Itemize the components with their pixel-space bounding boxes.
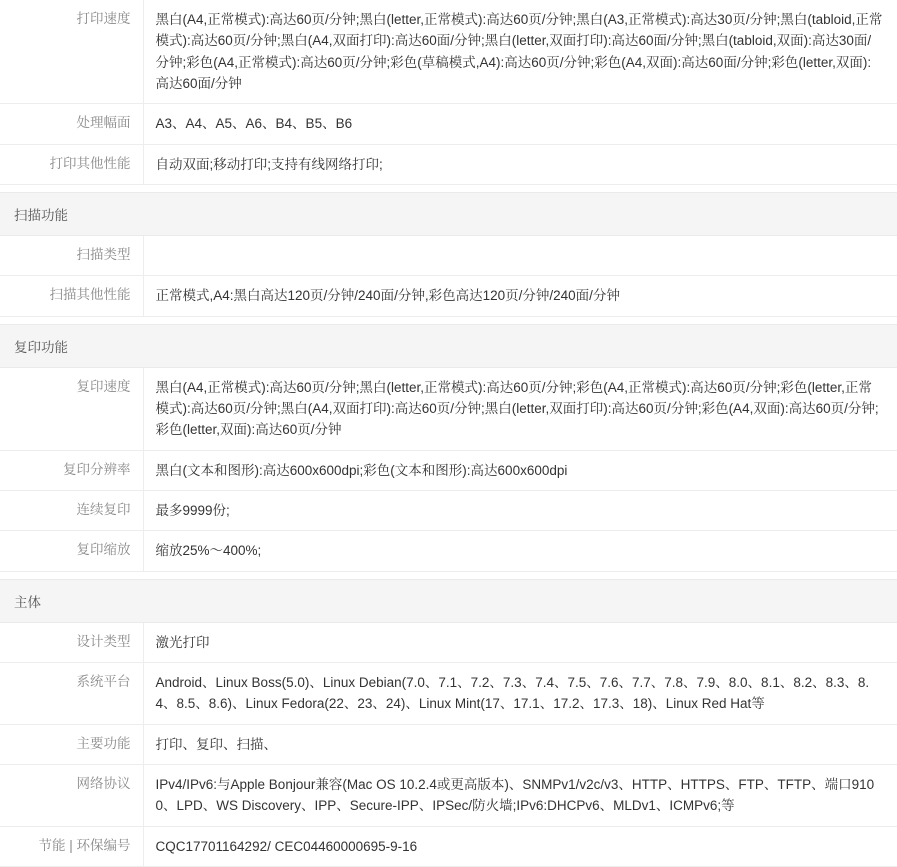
section-header-row — [0, 579, 897, 622]
spec-row — [0, 531, 897, 571]
spec-value: IPv4/IPv6:与Apple Bonjour兼容(Mac OS 10.2.4或更高版本)、SNMPv1/v2c/v3、HTTP、HTTPS、FTP、TFTP、端口9100、LPD、WS Discovery、IPP、Secure-IPP、IPSec/防火墙;IPv6:DHCPv6、MLDv1、ICMPv6;等 — [143, 764, 897, 826]
section-header-row — [0, 324, 897, 367]
spec-label: 复印速度 — [0, 367, 143, 450]
spec-value: 黑白(文本和图形):高达600x600dpi;彩色(文本和图形):高达600x600dpi — [143, 450, 897, 490]
spec-value: 缩放25%～400%; — [143, 531, 897, 571]
spec-label: 复印分辨率 — [0, 450, 143, 490]
spec-row — [0, 724, 897, 764]
spec-label: 网络协议 — [0, 764, 143, 826]
spec-label: 连续复印 — [0, 490, 143, 530]
spec-row — [0, 367, 897, 450]
spec-value: A3、A4、A5、A6、B4、B5、B6 — [143, 104, 897, 144]
spec-row — [0, 104, 897, 144]
section-header-label: 复印功能 — [0, 324, 897, 367]
section-spacer — [0, 316, 897, 324]
spec-value: 黑白(A4,正常模式):高达60页/分钟;黑白(letter,正常模式):高达60页/分钟;彩色(A4,正常模式):高达60页/分钟;彩色(letter,正常模式):高达60页/分钟;黑白(A4,双面打印):高达60页/分钟;黑白(letter,双面打印):高达60页/分钟;彩色(A4,双面):高达60页/分钟;彩色(letter,双面):高达60页/分钟 — [143, 367, 897, 450]
spec-value: 黑白(A4,正常模式):高达60页/分钟;黑白(letter,正常模式):高达60页/分钟;黑白(A3,正常模式):高达30页/分钟;黑白(tabloid,正常模式):高达60页/分钟;黑白(A4,双面打印):高达60面/分钟;黑白(letter,双面打印):高达60面/分钟;黑白(tabloid,双面):高达30面/分钟;彩色(A4,正常模式):高达60页/分钟;彩色(草稿模式,A4):高达60页/分钟;彩色(A4,双面):高达60面/分钟;彩色(letter,双面):高达60面/分钟 — [143, 0, 897, 104]
section-header-label: 主体 — [0, 579, 897, 622]
spec-label: 扫描类型 — [0, 235, 143, 275]
spec-label: 主要功能 — [0, 724, 143, 764]
spec-value: CQC17701164292/ CEC04460000695-9-16 — [143, 826, 897, 866]
section-spacer — [0, 571, 897, 579]
spec-label: 打印其他性能 — [0, 144, 143, 184]
spec-label: 复印缩放 — [0, 531, 143, 571]
section-header-label: 扫描功能 — [0, 192, 897, 235]
spacer-cell — [0, 184, 897, 192]
spec-label: 扫描其他性能 — [0, 276, 143, 316]
spec-value: 激光打印 — [143, 622, 897, 662]
spec-value: 正常模式,A4:黑白高达120页/分钟/240面/分钟,彩色高达120页/分钟/240面/分钟 — [143, 276, 897, 316]
spec-row — [0, 144, 897, 184]
spacer-cell — [0, 571, 897, 579]
spec-row — [0, 235, 897, 275]
section-header-row — [0, 192, 897, 235]
spec-value: 打印、复印、扫描、 — [143, 724, 897, 764]
spec-value: 自动双面;移动打印;支持有线网络打印; — [143, 144, 897, 184]
spacer-cell — [0, 316, 897, 324]
section-spacer — [0, 184, 897, 192]
spec-value: 最多9999份; — [143, 490, 897, 530]
spec-row — [0, 490, 897, 530]
spec-label: 设计类型 — [0, 622, 143, 662]
spec-row — [0, 662, 897, 724]
spec-row — [0, 622, 897, 662]
spec-row — [0, 450, 897, 490]
spec-label: 处理幅面 — [0, 104, 143, 144]
spec-value — [143, 235, 897, 275]
spec-label: 节能 | 环保编号 — [0, 826, 143, 866]
spec-label: 打印速度 — [0, 0, 143, 104]
spec-value: Android、Linux Boss(5.0)、Linux Debian(7.0、7.1、7.2、7.3、7.4、7.5、7.6、7.7、7.8、7.9、8.0、8.1、8.2、8.3、8.4、8.5、8.6)、Linux Fedora(22、23、24)、Linux Mint(17、17.1、17.2、17.3、18)、Linux Red Hat等 — [143, 662, 897, 724]
spec-row — [0, 764, 897, 826]
spec-row — [0, 276, 897, 316]
spec-label: 系统平台 — [0, 662, 143, 724]
spec-row — [0, 826, 897, 866]
spec-row — [0, 0, 897, 104]
